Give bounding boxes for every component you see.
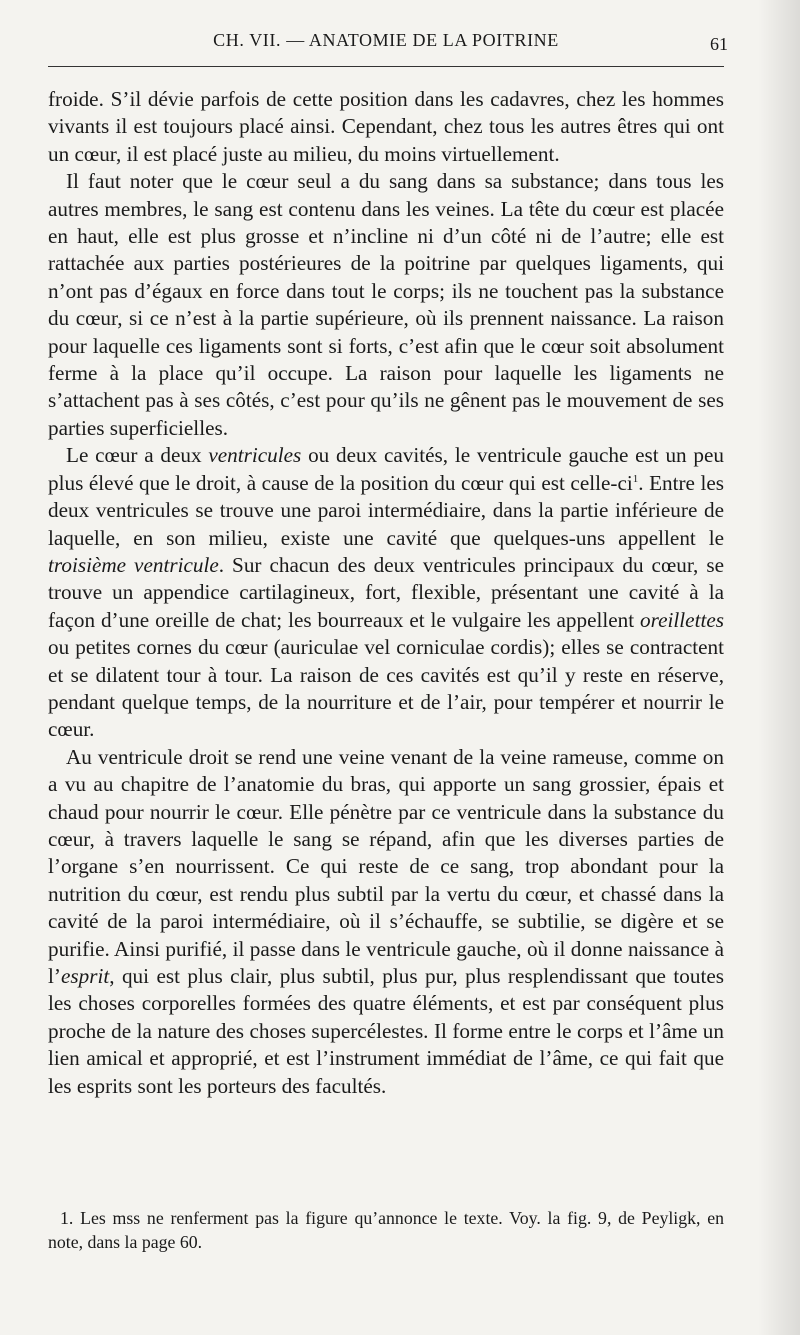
paragraph-4 — [48, 744, 724, 1100]
body-text — [48, 86, 724, 1100]
footnote-text: 1. Les mss ne renferment pas la figure qu’annonce le texte. Voy. la fig. 9, de Peyligk, en note, dans la page 60. — [48, 1208, 724, 1252]
paragraph-3-text-b: ou deux cavités, le ventricule gauche est un peu plus élevé que le droit, à cause de la position du cœur qui est celle-ci — [48, 443, 724, 495]
paragraph-3 — [48, 442, 724, 743]
term-ventricules: ventricules — [208, 443, 302, 468]
footnote-marker: 1 — [632, 472, 639, 485]
term-oreillettes: oreillettes — [640, 607, 724, 632]
scan-edge-shadow — [758, 0, 800, 1335]
term-troisieme-ventricule: troisième ventricule — [48, 552, 219, 577]
page-header — [48, 26, 728, 62]
paragraph-3-text-e: ou petites cornes du cœur (auriculae vel corniculae cordis); elles se contractent et se dilatent tour à tour. La raison de ces cavités est qu’il y reste en réserve, pendant quelque temps, de la nourriture et de l’air, pour tempérer et nourrir le cœur. — [48, 635, 724, 742]
paragraph-4-text-a: Au ventricule droit se rend une veine venant de la veine rameuse, comme on a vu au chapitre de l’anatomie du bras, qui apporte un sang grossier, épais et chaud pour nourrir le cœur. Elle pénètre par ce ventricule dans la substance du cœur, à travers laquelle le sang se répand, afin que les diverses parties de l’organe s’en nourrissent. Ce qui reste de ce sang, trop abondant pour la nutrition du cœur, est rendu plus subtil par la vertu du cœur, et chassé dans la cavité de la paroi intermédiaire, où il s’échauffe, se subtilie, se digère et se purifie. Ainsi purifié, il passe dans le ventricule gauche, où il donne naissance à l’ — [48, 744, 724, 988]
term-esprit: esprit — [60, 964, 110, 988]
footnote — [48, 1207, 724, 1254]
running-head: CH. VII. — ANATOMIE DE LA POITRINE — [213, 30, 559, 50]
paragraph-2: Il faut noter que le cœur seul a du sang dans sa substance; dans tous les autres membres, le sang est contenu dans les veines. La tête du cœur est placée en haut, elle est plus grosse et n’incline ni d’un côté ni de l’autre; elle est rattachée aux parties postérieures de la poitrine par quelques ligaments, qui n’ont pas d’égaux en force dans tout le corps; ils ne touchent pas la substance du cœur, si ce n’est à la partie supérieure, où ils prennent naissance. La raison pour laquelle ces ligaments sont si forts, c’est afin que le cœur soit absolument ferme à la place qu’il occupe. La raison pour laquelle les ligaments ne s’attachent pas à ses côtés, c’est pour qu’ils ne gênent pas le mouvement de ses parties superficielles. — [48, 169, 724, 440]
paragraph-3-text-c: . Entre les deux ventricules se trouve une paroi intermédiaire, dans la partie inférieure de laquelle, en son milieu, existe une cavité que quelques-uns appellent le — [48, 470, 725, 550]
page-number: 61 — [710, 34, 728, 54]
paragraph-4-text-b: , qui est plus clair, plus subtil, plus pur, plus resplendissant que toutes les choses corporelles formées des quatre éléments, et est par conséquent plus proche de la nature des choses supercélestes. Il forme entre le corps et l’âme un lien amical et approprié, et est l’instrument immédiat de l’âme, ce qui fait que les esprits sont les porteurs des facultés. — [48, 964, 724, 1098]
paragraph-3-text-d: . Sur chacun des deux ventricules principaux du cœur, se trouve un appendice cartilagineux, fort, flexible, présentant une cavité à la façon d’une oreille de chat; les bourreaux et le vulgaire les appellent — [48, 552, 724, 632]
header-rule — [48, 66, 724, 67]
paragraph-1: froide. S’il dévie parfois de cette position dans les cadavres, chez les hommes vivants il est toujours placé ainsi. Cependant, chez tous les autres êtres qui ont un cœur, il est placé juste au milieu, du moins virtuellement. — [48, 87, 724, 166]
paragraph-3-text-a: Le cœur a deux — [66, 443, 209, 468]
